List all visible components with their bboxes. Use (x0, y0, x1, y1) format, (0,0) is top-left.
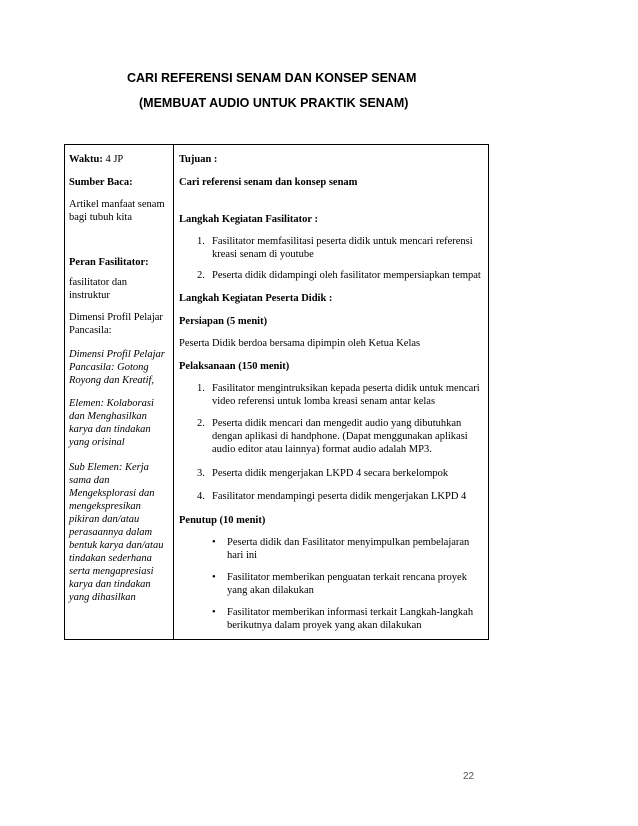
bullet-icon: • (212, 572, 216, 583)
sub-elemen-line-5: pikiran dan/atau (69, 514, 140, 525)
dimensi-italic-3: Royong dan Kreatif, (69, 375, 155, 386)
waktu-label: Waktu: (69, 154, 103, 165)
sub-elemen-line-3: Mengeksplorasi dan (69, 488, 155, 499)
penutup-label: Penutup (10 menit) (179, 515, 266, 526)
document-title: CARI REFERENSI SENAM DAN KONSEP SENAM (127, 71, 417, 85)
elemen-line-2: dan Menghasilkan (69, 411, 147, 422)
langkah-peserta-label: Langkah Kegiatan Peserta Didik : (179, 293, 333, 304)
dimensi-line-2: Pancasila: (69, 325, 112, 336)
waktu-value: 4 JP (102, 154, 124, 165)
list-item-line: berikutnya dalam proyek yang akan dilakukan (227, 620, 422, 631)
tujuan-label: Tujuan : (179, 154, 218, 165)
list-number: 1. (197, 383, 205, 394)
list-number: 4. (197, 491, 205, 502)
elemen-line-1: Elemen: Kolaborasi (69, 398, 154, 409)
persiapan-text: Peserta Didik berdoa bersama dipimpin oleh Ketua Kelas (179, 338, 421, 349)
list-item-line: kreasi senam di youtube (212, 249, 314, 260)
list-number: 2. (197, 418, 205, 429)
list-item-line: video referensi untuk lomba kreasi senam antar kelas (212, 396, 436, 407)
sumber-line-1: Artikel manfaat senam (69, 199, 165, 210)
dimensi-italic-1: Dimensi Profil Pelajar (69, 349, 165, 360)
list-item-line: dengan aplikasi di handphone. (Dapat menggunakan aplikasi (212, 431, 468, 442)
sub-elemen-line-6: perasaannya dalam (69, 527, 153, 538)
langkah-fasilitator-label: Langkah Kegiatan Fasilitator : (179, 214, 318, 225)
list-item-line: Fasilitator memfasilitasi peserta didik untuk mencari referensi (212, 236, 473, 247)
sub-elemen-line-8: tindakan sederhana (69, 553, 152, 564)
sub-elemen-line-9: serta mengapresiasi (69, 566, 154, 577)
page-number: 22 (463, 771, 475, 782)
list-item-line: Peserta didik didampingi oleh fasilitator mempersiapkan tempat (212, 270, 481, 281)
persiapan-label: Persiapan (5 menit) (179, 316, 268, 327)
dimensi-italic-2: Pancasila: Gotong (69, 362, 149, 373)
peran-label: Peran Fasilitator: (69, 257, 149, 268)
list-item-line: Peserta didik dan Fasilitator menyimpulkan pembelajaran (227, 537, 470, 548)
sub-elemen-line-10: karya dan tindakan (69, 579, 151, 590)
list-item-line: Peserta didik mengerjakan LKPD 4 secara berkelompok (212, 468, 449, 479)
list-item-line: Fasilitator mendampingi peserta didik mengerjakan LKPD 4 (212, 491, 467, 502)
activity-table (64, 144, 489, 640)
column-divider (173, 145, 174, 639)
elemen-line-4: yang orisinal (69, 437, 125, 448)
sub-elemen-line-4: mengekspresikan (69, 501, 141, 512)
list-item-line: Fasilitator memberikan informasi terkait Langkah-langkah (227, 607, 474, 618)
list-item-line: yang akan dilakukan (227, 585, 314, 596)
peran-line-2: instruktur (69, 290, 110, 301)
list-number: 2. (197, 270, 205, 281)
peran-line-1: fasilitator dan (69, 277, 128, 288)
list-number: 1. (197, 236, 205, 247)
list-item-line: hari ini (227, 550, 258, 561)
list-item-line: Fasilitator mengintruksikan kepada peserta didik untuk mencari (212, 383, 480, 394)
bullet-icon: • (212, 607, 216, 618)
list-number: 3. (197, 468, 205, 479)
waktu-row (69, 153, 171, 166)
sub-elemen-line-7: bentuk karya dan/atau (69, 540, 164, 551)
list-item-line: Fasilitator memberikan penguatan terkait rencana proyek (227, 572, 467, 583)
list-item-line: Peserta didik mencari dan mengedit audio yang dibutuhkan (212, 418, 462, 429)
pelaksanaan-label: Pelaksanaan (150 menit) (179, 361, 290, 372)
dimensi-line-1: Dimensi Profil Pelajar (69, 312, 163, 323)
tujuan-text: Cari referensi senam dan konsep senam (179, 177, 358, 188)
sub-elemen-line-11: yang dihasilkan (69, 592, 136, 603)
document-subtitle: (MEMBUAT AUDIO UNTUK PRAKTIK SENAM) (139, 96, 409, 110)
sub-elemen-line-1: Sub Elemen: Kerja (69, 462, 149, 473)
bullet-icon: • (212, 537, 216, 548)
sumber-label: Sumber Baca: (69, 177, 133, 188)
elemen-line-3: karya dan tindakan (69, 424, 151, 435)
list-item-line: audio editor atau lainnya) format audio adalah MP3. (212, 444, 432, 455)
sub-elemen-line-2: sama dan (69, 475, 110, 486)
sumber-line-2: bagi tubuh kita (69, 212, 132, 223)
